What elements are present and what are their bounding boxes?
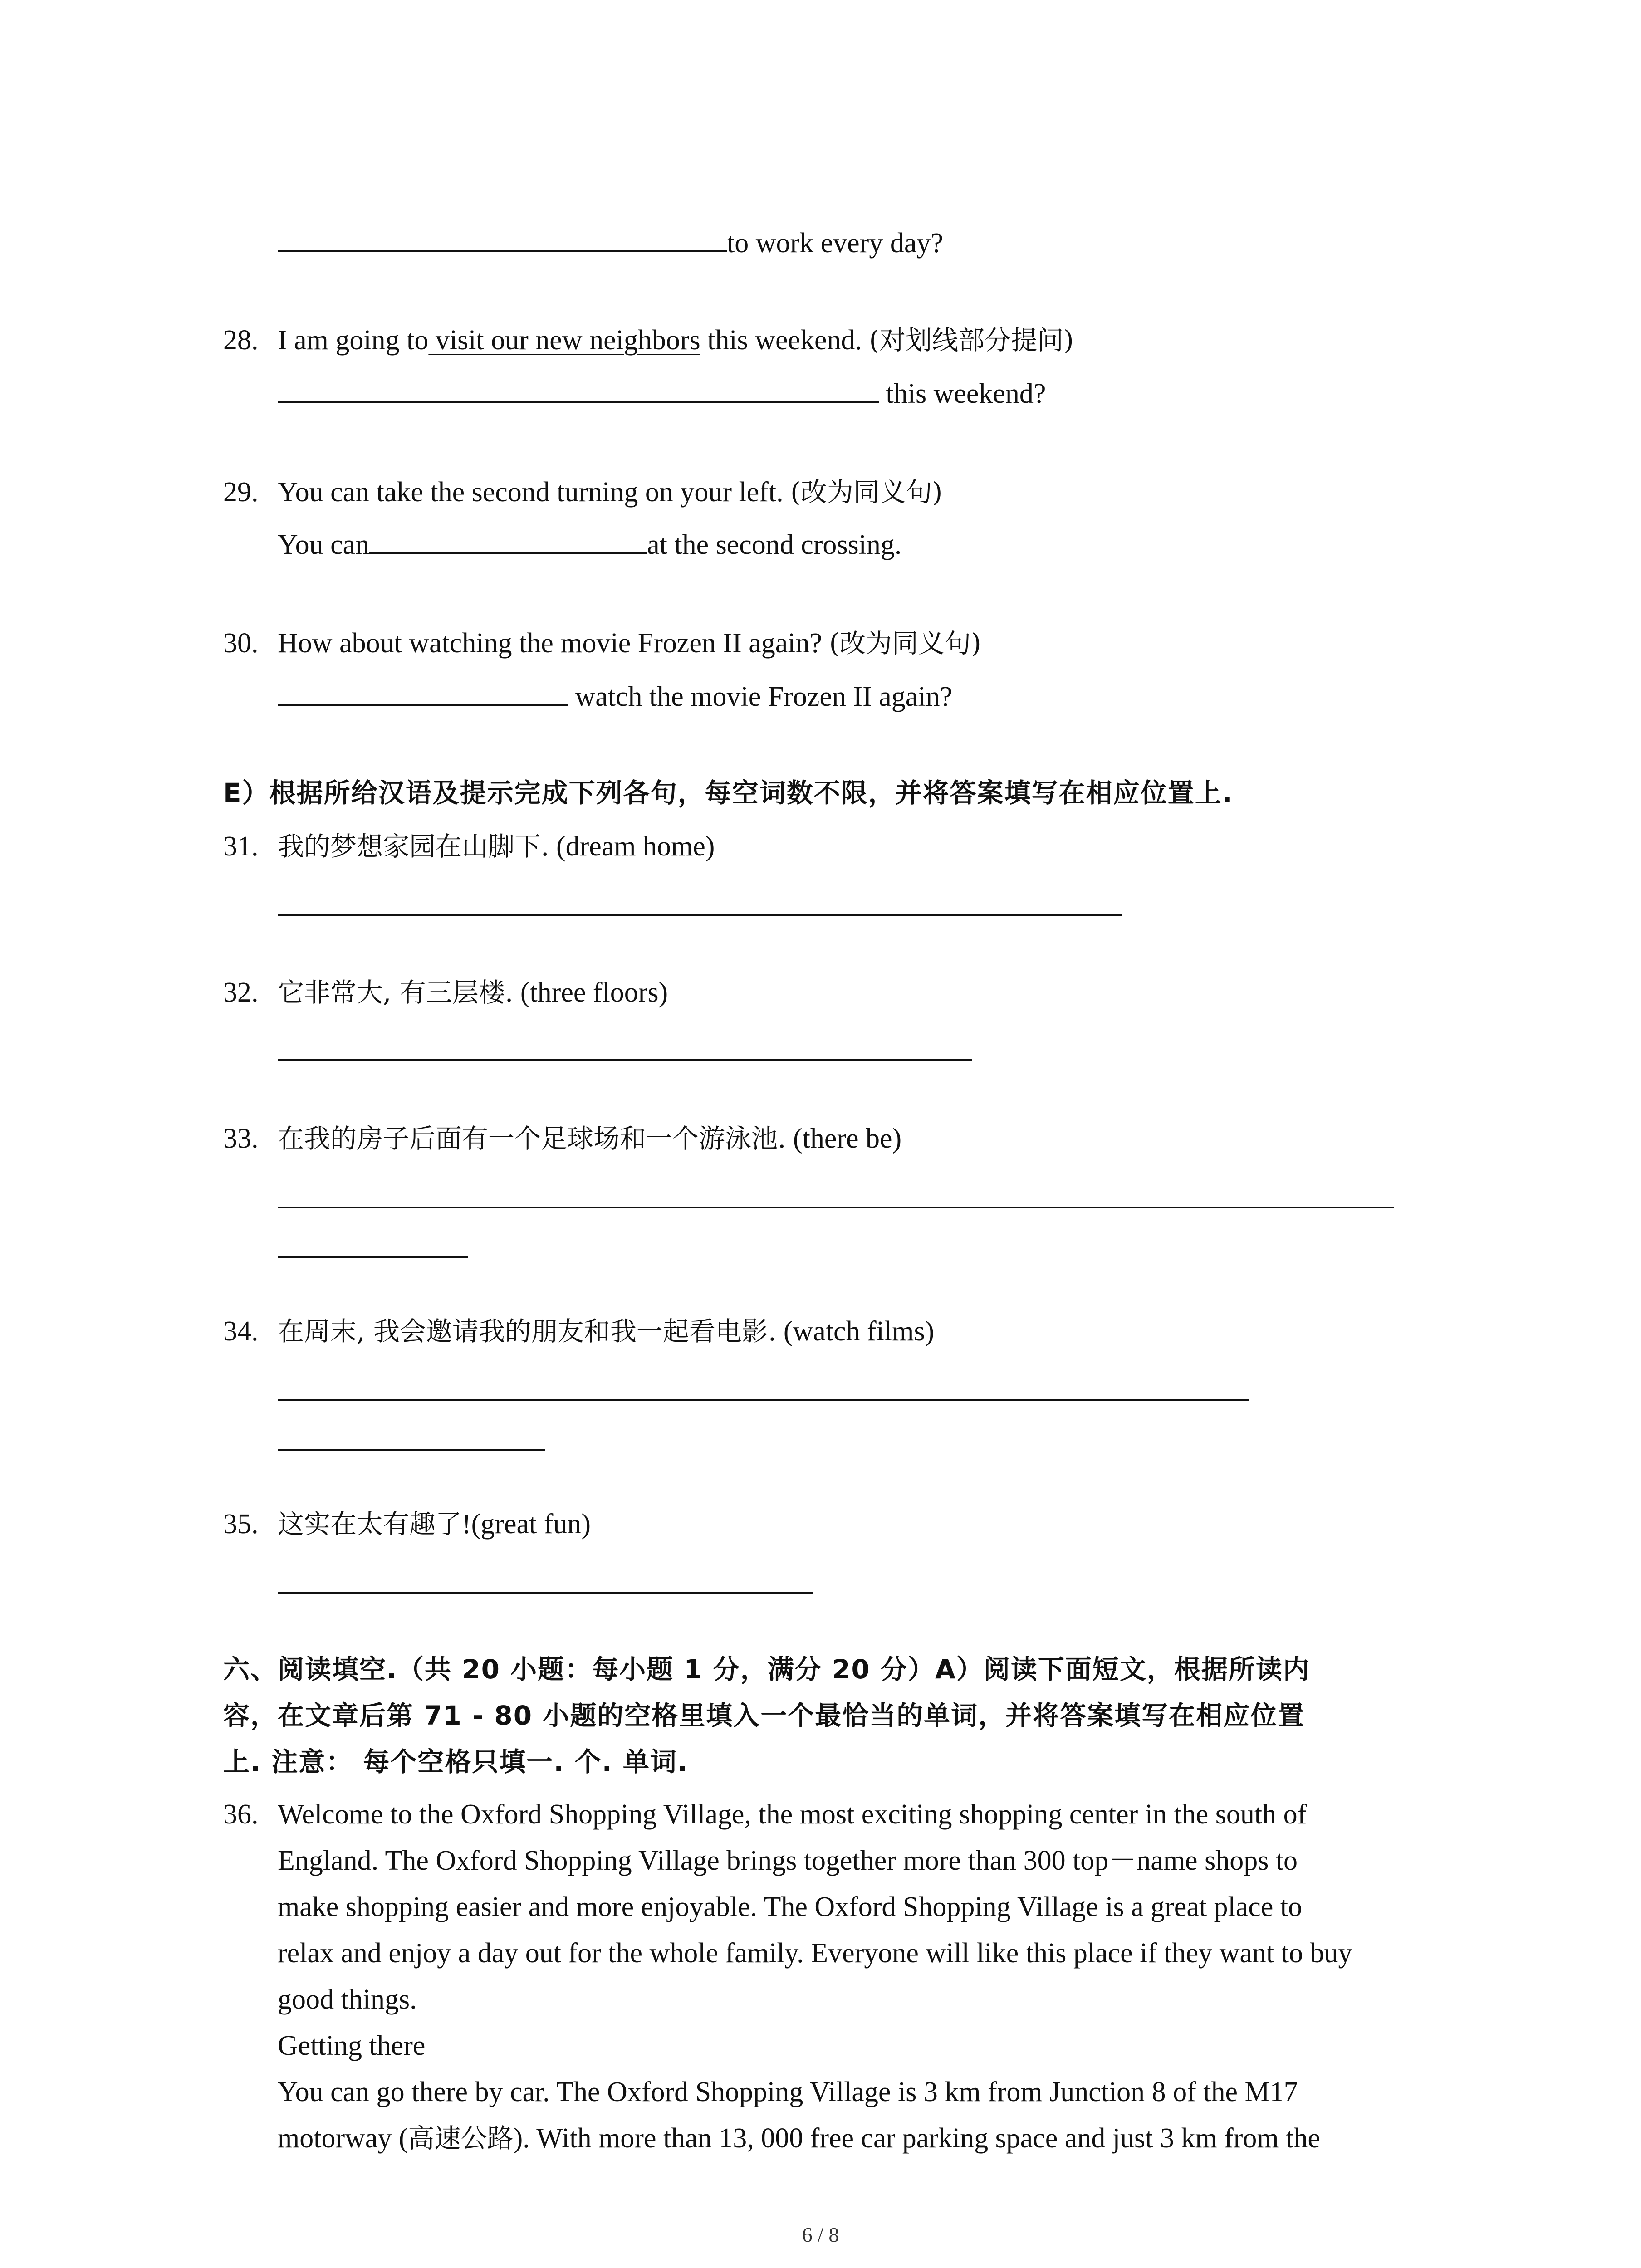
section-6-heading-line-2: 容，在文章后第 71 - 80 小题的空格里填入一个最恰当的单词，并将答案填写在相应位置 [223,1700,1305,1731]
passage-line: good things. [278,1984,417,2015]
q31-answer-blank[interactable] [278,914,1122,916]
q31-text: 我的梦想家园在山脚下. (dream home) [278,831,715,862]
passage-line: Welcome to the Oxford Shopping Village, the most exciting shopping center in the south of [278,1799,1307,1830]
q35-text: 这实在太有趣了!(great fun) [278,1509,591,1540]
answer-blank[interactable] [278,222,727,252]
q30-text: How about watching the movie Frozen II again? (改为同义句) [278,628,981,659]
q29-hint: (改为同义句) [790,477,943,508]
q33-answer-blank-2[interactable] [278,1256,468,1258]
q31-number: 31. [223,831,259,862]
q35-answer-blank[interactable] [278,1592,813,1594]
q34-answer-blank-2[interactable] [278,1449,545,1451]
q34-answer-blank-1[interactable] [278,1399,1249,1401]
q30-answer-line: watch the movie Frozen II again? [278,676,952,712]
section-6-heading-line-3: 上. 注意： 每个空格只填一. 个. 单词. [223,1746,688,1777]
passage-line: You can go there by car. The Oxford Shopping Village is 3 km from Junction 8 of the M17 [278,2077,1298,2107]
q28-answer-line: this weekend? [278,373,1046,409]
q28-text: I am going to visit our new neighbors this weekend. (对划线部分提问) [278,325,1074,356]
passage-subheading: Getting there [278,2030,426,2061]
q30-number: 30. [223,628,259,659]
passage-line: relax and enjoy a day out for the whole family. Everyone will like this place if they want to buy [278,1938,1352,1969]
q27-answer-line [278,222,943,259]
q29-text: You can take the second turning on your left. (改为同义句) [278,477,943,508]
passage-line: motorway (高速公路). With more than 13, 000 free car parking space and just 3 km from the [278,2123,1320,2154]
passage-line: make shopping easier and more enjoyable. The Oxford Shopping Village is a great place to [278,1892,1303,1922]
q29-number: 29. [223,477,259,508]
q33-answer-blank-1[interactable] [278,1207,1394,1208]
q28-hint: (对划线部分提问) [869,325,1074,356]
q33-text: 在我的房子后面有一个足球场和一个游泳池. (there be) [278,1123,902,1154]
q34-number: 34. [223,1316,259,1347]
answer-blank[interactable] [278,373,879,403]
answer-blank[interactable] [278,676,568,706]
passage-line: England. The Oxford Shopping Village brings together more than 300 top－name shops to [278,1845,1298,1876]
q28-underlined-part: visit our new neighbors [428,325,700,356]
section-6-heading-line-1: 六、阅读填空.（共 20 小题：每小题 1 分，满分 20 分）A）阅读下面短文，根据所读内 [223,1654,1310,1685]
q32-answer-blank[interactable] [278,1059,972,1061]
section-e-heading: E）根据所给汉语及提示完成下列各句，每空词数不限，并将答案填写在相应位置上. [223,777,1233,808]
page-number: 6 / 8 [802,2223,839,2246]
q36-number: 36. [223,1799,259,1830]
q32-number: 32. [223,977,259,1008]
q34-text: 在周末, 我会邀请我的朋友和我一起看电影. (watch films) [278,1316,935,1347]
q29-answer-line: You can at the second crossing. [278,524,901,560]
q33-number: 33. [223,1123,259,1154]
q35-number: 35. [223,1509,259,1540]
q28-number: 28. [223,325,259,356]
q30-hint: (改为同义句) [829,628,981,659]
answer-blank[interactable] [369,524,647,554]
q32-text: 它非常大, 有三层楼. (three floors) [278,977,668,1008]
q27-tail: to work every day? [727,228,943,259]
